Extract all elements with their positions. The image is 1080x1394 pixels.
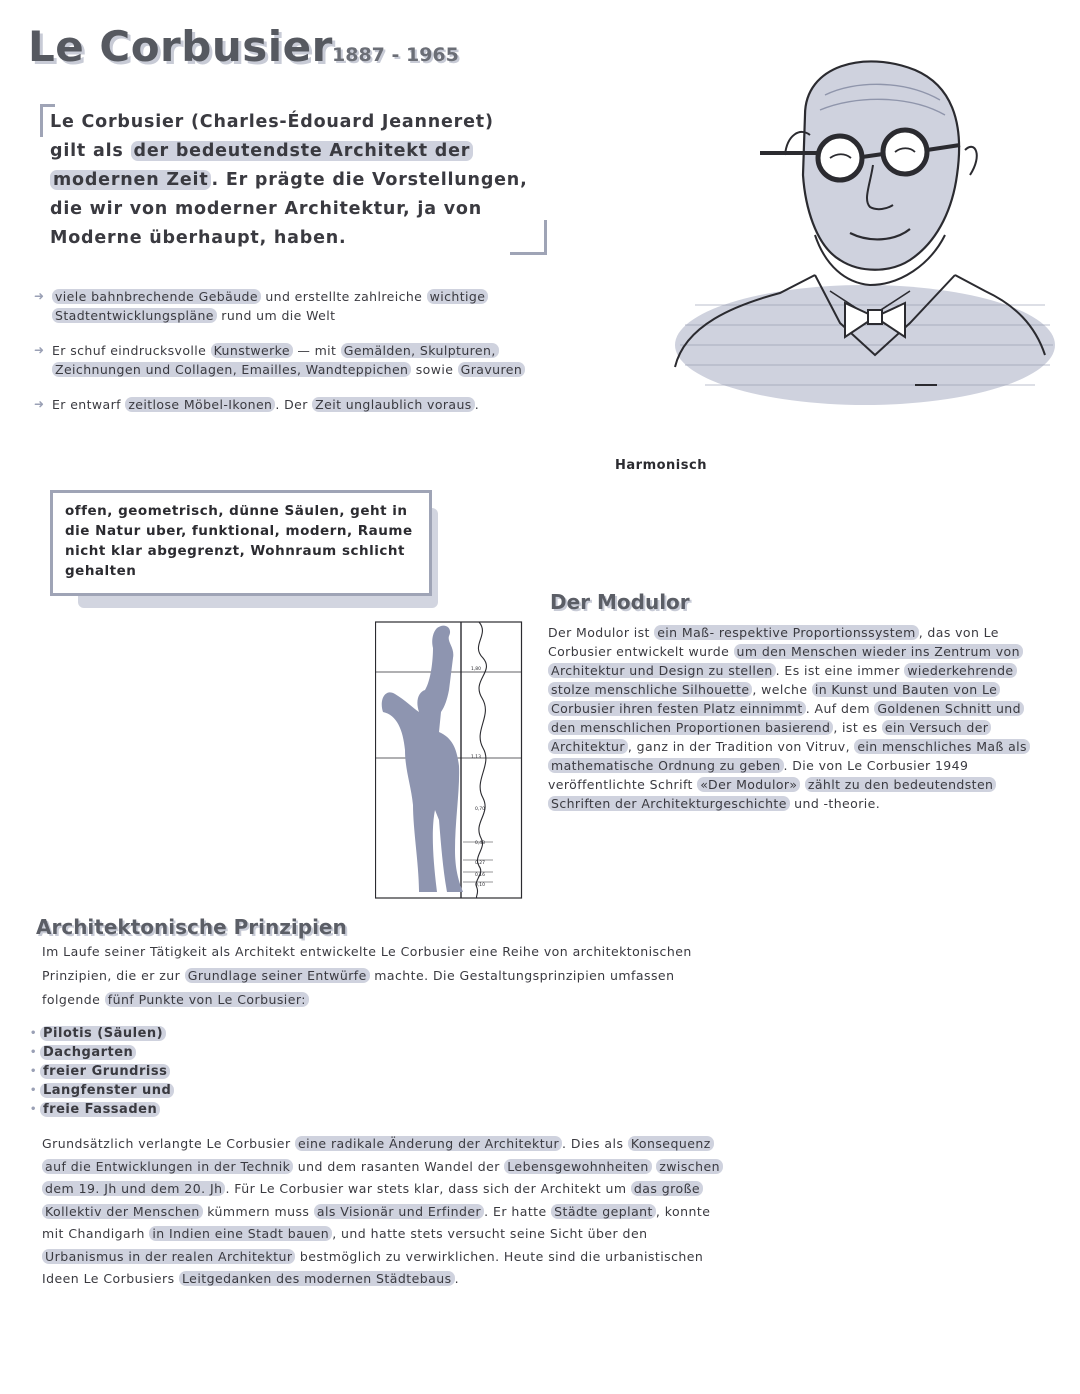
modulor-paragraph: Der Modulor ist ein Maß- respektive Proportionssystem , das von Le Corbusier entwickelt wurde um den Menschen wieder ins Zentrum von Architektur und Design zu stellen . Es ist eine immer wiederkehrende stolze menschliche Silhouette , welche in Kunst und Bauten von Le Corbusier ihren festen Platz einnimmt . Auf dem Goldenen Schnitt und den menschlichen Proportionen basierend , ist es ein Versuch der Architektur , ganz in der Tradition von Vitruv, ein menschliches Maß als mathematische Ordnung zu geben . Die von Le Corbusier 1949 veröffentlichte Schrift «Der Modulor» zählt zu den bedeutendsten Schriften der Architekturgeschichte und -theorie. xyxy=(548,623,1040,813)
life-years: 1887 - 1965 xyxy=(332,44,459,66)
portrait-illustration xyxy=(665,55,1055,410)
scale-label: 0,10 xyxy=(475,883,486,888)
style-box: offen, geometrisch, dünne Säulen, geht in die Natur uber, funktional, modern, Raume nicht klar abgegrenzt, Wohnraum schlicht gehalten xyxy=(50,490,432,596)
portrait-caption: Harmonisch xyxy=(615,458,707,473)
list-item: • Pilotis (Säulen) xyxy=(30,1024,174,1043)
scale-label: 0,70 xyxy=(475,807,486,812)
scale-label: 0,27 xyxy=(475,861,486,866)
scale-label: 0,43 xyxy=(475,841,486,846)
achievement-item: ➜ Er schuf eindrucksvolle Kunstwerke — mit Gemälden, Skulpturen, Zeichnungen und Collagen, Emailles, Wandteppichen sowie Gravuren xyxy=(34,341,534,379)
list-item: • freier Grundriss xyxy=(30,1062,174,1081)
achievement-item: ➜ viele bahnbrechende Gebäude und erstellte zahlreiche wichtige Stadtentwicklungspläne rund um die Welt xyxy=(34,287,534,325)
scale-label: 1,13 xyxy=(471,755,482,760)
arrow-icon: ➜ xyxy=(34,397,45,411)
list-item: • Dachgarten xyxy=(30,1043,174,1062)
list-item: • Langfenster und xyxy=(30,1081,174,1100)
modulor-figure xyxy=(375,620,523,900)
modulor-title: Der Modulor xyxy=(550,590,690,614)
intro-paragraph: Le Corbusier (Charles-Édouard Jeanneret) gilt als der bedeutendste Architekt der modernen Zeit . Er prägte die Vorstellungen, die wir von moderner Architektur, ja von Moderne überhaupt, haben. xyxy=(50,112,528,248)
arrow-icon: ➜ xyxy=(34,289,45,303)
list-item: • freie Fassaden xyxy=(30,1100,174,1119)
principles-title: Architektonische Prinzipien xyxy=(36,915,347,939)
arrow-icon: ➜ xyxy=(34,343,45,357)
principles-intro: Im Laufe seiner Tätigkeit als Architekt entwickelte Le Corbusier eine Reihe von architektonischen Prinzipien, die er zur Grundlage seiner Entwürfe machte. Die Gestaltungsprinzipien umfassen folgende fünf Punkte von Le Corbusier: xyxy=(42,944,692,1007)
achievements-list xyxy=(34,287,534,430)
achievement-item: ➜ Er entwarf zeitlose Möbel-Ikonen . Der Zeit unglaublich voraus . xyxy=(34,397,480,412)
page-title: Le Corbusier xyxy=(28,22,333,71)
scale-label: 0,16 xyxy=(475,873,486,878)
closing-paragraph: Grundsätzlich verlangte Le Corbusier eine radikale Änderung der Architektur . Dies als Konsequenz auf die Entwicklungen in der Technik und dem rasanten Wandel der Lebensgewohnheiten zwischen dem 19. Jh und dem 20. Jh . Für Le Corbusier war stets klar, dass sich der Architekt um das große Kollektiv der Menschen kümmern muss als Visionär und Erfinder . Er hatte Städte geplant , konnte mit Chandigarh in Indien eine Stadt bauen , und hatte stets versucht seine Sicht über den Urbanismus in der realen Architektur bestmöglich zu verwirklichen. Heute sind die urbanistischen Ideen Le Corbusiers Leitgedanken des modernen Städtebaus . xyxy=(42,1133,722,1291)
scale-label: 1,80 xyxy=(471,667,482,672)
five-points-list xyxy=(30,1024,174,1119)
